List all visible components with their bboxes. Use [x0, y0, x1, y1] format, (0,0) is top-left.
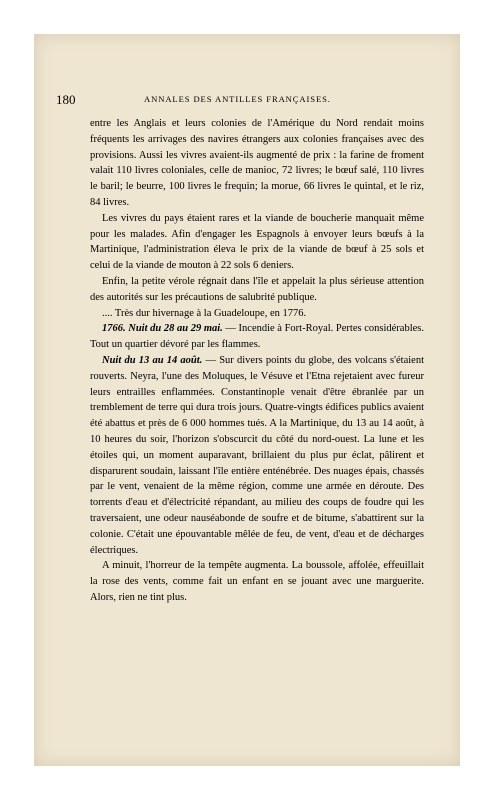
paragraph-lead: Nuit du 13 au 14 août. [102, 354, 203, 366]
paragraph-provisions [90, 116, 424, 211]
paragraph-text: A minuit, l'horreur de la tempête augmenta. La boussole, affolée, effeuillait la rose des vents, comme fait un enfant en se jouant avec une marguerite. Alors, rien ne tint plus. [90, 560, 424, 603]
page-body [90, 116, 424, 606]
paragraph-text: Enfin, la petite vérole régnait dans l'île et appelait la plus sérieuse attention des autorités sur les précautions de salubrité publique. [90, 275, 424, 303]
paragraph-text: — Sur divers points du globe, des volcans s'étaient rouverts. Neyra, l'une des Moluques, le Vésuve et l'Etna rejetaient avec fureur leurs entrailles enflammées. Constantinople venait d'être ébranlée par un tremblement de terre qui dura trois jours. Quatre-vingts édifices publics avaient été abattus et près de 6 000 hommes tués. A la Martinique, du 13 au 14 août, à 10 heures du soir, l'horizon s'obscurcit du côté du nord-ouest. La lune et les étoiles qui, un moment auparavant, brillaient du plus pur éclat, pâlirent et disparurent soudain, laissant l'île entière enténébrée. Des nuages épais, chassés par le vent, venaient de la même région, comme une armée en déroute. Des torrents d'eau et d'électricité répandant, au milieu des coups de foudre qui les traversaient, une odeur nauséabonde de soufre et de bitume, s'abattirent sur la colonie. C'était une épouvantable mêlée de feu, de vent, d'eau et de décharges électriques. [90, 354, 424, 556]
paragraph-fire-1766 [90, 321, 424, 353]
paragraph-midnight [90, 558, 424, 605]
page-number: 180 [56, 92, 76, 107]
paragraph-text: entre les Anglais et leurs colonies de l'Amérique du Nord rendait moins fréquents les arrivages des navires étrangers aux colonies françaises avec des provisions. Aussi les vivres avaient-ils augmenté de prix : la farine de froment valait 110 livres coloniales, celle de manioc, 72 livres; le bœuf salé, 110 livres le baril; le beurre, 100 livres le frequin; la morue, 66 livres le quintal, et le riz, 84 livres. [90, 118, 424, 208]
paragraph-text: .... Très dur hivernage à la Guadeloupe, en 1776. [102, 307, 307, 319]
paragraph-lead: 1766. Nuit du 28 au 29 mai. [102, 323, 223, 335]
paragraph-smallpox [90, 274, 424, 306]
paragraph-hivernage [90, 306, 424, 322]
paragraph-storm-august [90, 353, 424, 558]
paragraph-text: Les vivres du pays étaient rares et la viande de boucherie manquait même pour les malades. Afin d'engager les Espagnols à envoyer leurs bœufs à la Martinique, l'administration éleva le prix de la viande de bœuf à 25 sols et celui de la viande de mouton à 22 sols 6 deniers. [90, 212, 424, 272]
paragraph-meat-prices [90, 211, 424, 274]
page-header [56, 92, 428, 108]
paragraph-text: — Incendie à Fort-Royal. Pertes considérables. Tout un quartier dévoré par les flammes. [90, 323, 424, 351]
running-title: ANNALES DES ANTILLES FRANÇAISES. [144, 94, 331, 104]
